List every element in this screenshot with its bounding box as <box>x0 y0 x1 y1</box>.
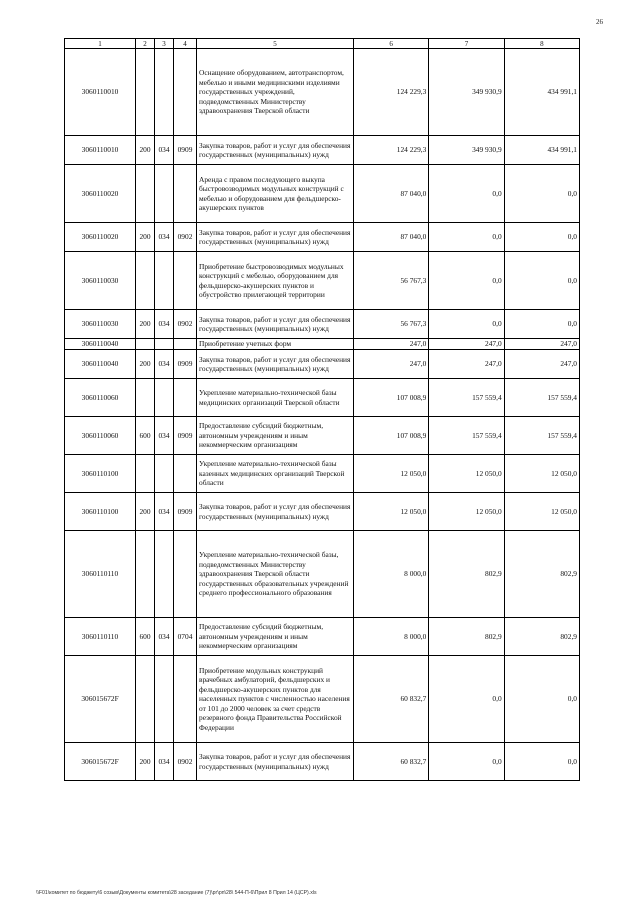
column-header: 8 <box>504 39 579 49</box>
row-section-code: 0909 <box>174 350 197 379</box>
row-value-6: 12 050,0 <box>354 493 429 531</box>
row-value-7: 247,0 <box>429 339 504 350</box>
row-code: 3060110110 <box>65 531 136 618</box>
row-ministry-code <box>155 455 174 493</box>
row-ministry-code: 034 <box>155 493 174 531</box>
row-code: 3060110110 <box>65 618 136 656</box>
row-section-code <box>174 339 197 350</box>
row-value-6: 56 767,3 <box>354 252 429 310</box>
row-code: 3060110100 <box>65 455 136 493</box>
column-header: 4 <box>174 39 197 49</box>
row-code: 3060110010 <box>65 136 136 165</box>
table-row <box>65 618 580 656</box>
row-section-code <box>174 656 197 743</box>
table-row <box>65 379 580 417</box>
row-value-8: 0,0 <box>504 223 579 252</box>
row-value-7: 0,0 <box>429 656 504 743</box>
row-value-7: 802,9 <box>429 531 504 618</box>
row-code: 3060110040 <box>65 350 136 379</box>
page-number: 26 <box>596 18 603 26</box>
table-row <box>65 417 580 455</box>
row-section-code: 0909 <box>174 136 197 165</box>
column-header: 3 <box>155 39 174 49</box>
column-header: 7 <box>429 39 504 49</box>
row-ministry-code <box>155 49 174 136</box>
row-code: 3060110100 <box>65 493 136 531</box>
row-value-7: 802,9 <box>429 618 504 656</box>
row-section-code <box>174 252 197 310</box>
row-section-code: 0704 <box>174 618 197 656</box>
row-expense-type <box>136 531 155 618</box>
row-value-8: 0,0 <box>504 252 579 310</box>
row-value-7: 349 930,9 <box>429 136 504 165</box>
table-row <box>65 339 580 350</box>
row-name: Аренда с правом последующего выкупа быстровозводимых модульных конструкций с мебелью и оборудованием для фельдшерско-акушерских пунктов <box>197 165 354 223</box>
row-section-code <box>174 531 197 618</box>
row-value-6: 124 229,3 <box>354 136 429 165</box>
row-value-7: 0,0 <box>429 252 504 310</box>
table-row <box>65 136 580 165</box>
row-value-6: 247,0 <box>354 339 429 350</box>
row-name: Укрепление материально-технической базы казенных медицинских организаций Тверской области <box>197 455 354 493</box>
column-header: 6 <box>354 39 429 49</box>
row-expense-type <box>136 49 155 136</box>
row-section-code <box>174 49 197 136</box>
row-value-7: 247,0 <box>429 350 504 379</box>
row-ministry-code <box>155 531 174 618</box>
row-ministry-code <box>155 165 174 223</box>
table-row <box>65 455 580 493</box>
row-value-8: 12 050,0 <box>504 455 579 493</box>
row-ministry-code: 034 <box>155 310 174 339</box>
row-value-8: 0,0 <box>504 165 579 223</box>
row-code: 3060110020 <box>65 223 136 252</box>
row-name: Закупка товаров, работ и услуг для обеспечения государственных (муниципальных) нужд <box>197 136 354 165</box>
row-name: Предоставление субсидий бюджетным, автономным учреждениям и иным некоммерческим организациям <box>197 417 354 455</box>
row-value-6: 124 229,3 <box>354 49 429 136</box>
row-expense-type <box>136 252 155 310</box>
footer-file-path: \\F01\комитет по бюджету\6 созыв\Документы комитета\28 заседание (7)\рг\рп\28\ 544-П-6\Прил 8 Прил 14 (ЦСР).xls <box>36 890 317 896</box>
row-value-8: 157 559,4 <box>504 417 579 455</box>
row-ministry-code <box>155 339 174 350</box>
row-code: 3060110040 <box>65 339 136 350</box>
row-value-6: 56 767,3 <box>354 310 429 339</box>
row-value-8: 0,0 <box>504 743 579 781</box>
row-ministry-code: 034 <box>155 618 174 656</box>
row-ministry-code <box>155 252 174 310</box>
row-section-code: 0909 <box>174 417 197 455</box>
row-value-8: 434 991,1 <box>504 136 579 165</box>
column-header: 5 <box>197 39 354 49</box>
row-value-6: 8 000,0 <box>354 618 429 656</box>
row-expense-type <box>136 165 155 223</box>
table-row <box>65 350 580 379</box>
row-value-8: 0,0 <box>504 310 579 339</box>
row-code: 306015672F <box>65 743 136 781</box>
table-header-row <box>65 39 580 49</box>
row-value-6: 8 000,0 <box>354 531 429 618</box>
table-row <box>65 493 580 531</box>
table-body <box>65 49 580 781</box>
row-value-6: 107 008,9 <box>354 417 429 455</box>
row-value-7: 12 050,0 <box>429 455 504 493</box>
row-code: 3060110020 <box>65 165 136 223</box>
row-value-8: 802,9 <box>504 618 579 656</box>
row-expense-type <box>136 656 155 743</box>
row-value-7: 157 559,4 <box>429 417 504 455</box>
row-value-8: 247,0 <box>504 350 579 379</box>
table-row <box>65 223 580 252</box>
row-ministry-code: 034 <box>155 223 174 252</box>
table-row <box>65 656 580 743</box>
table-row <box>65 531 580 618</box>
row-expense-type: 600 <box>136 618 155 656</box>
row-section-code <box>174 455 197 493</box>
row-code: 3060110010 <box>65 49 136 136</box>
row-name: Закупка товаров, работ и услуг для обеспечения государственных (муниципальных) нужд <box>197 310 354 339</box>
row-value-6: 12 050,0 <box>354 455 429 493</box>
row-code: 3060110060 <box>65 379 136 417</box>
row-value-7: 0,0 <box>429 165 504 223</box>
row-expense-type: 200 <box>136 350 155 379</box>
row-section-code: 0909 <box>174 493 197 531</box>
row-name: Закупка товаров, работ и услуг для обеспечения государственных (муниципальных) нужд <box>197 743 354 781</box>
row-code: 3060110060 <box>65 417 136 455</box>
row-expense-type <box>136 379 155 417</box>
row-expense-type: 200 <box>136 223 155 252</box>
row-value-7: 12 050,0 <box>429 493 504 531</box>
row-value-6: 87 040,0 <box>354 165 429 223</box>
row-value-6: 247,0 <box>354 350 429 379</box>
row-value-8: 247,0 <box>504 339 579 350</box>
row-name: Укрепление материально-технической базы, подведомственных Министерству здравоохранения Тверской области государственных образовательных учреждений среднего профессионального образования <box>197 531 354 618</box>
table-row <box>65 49 580 136</box>
row-expense-type: 200 <box>136 493 155 531</box>
row-value-7: 0,0 <box>429 743 504 781</box>
table-row <box>65 743 580 781</box>
row-expense-type: 200 <box>136 310 155 339</box>
row-value-8: 802,9 <box>504 531 579 618</box>
row-ministry-code: 034 <box>155 743 174 781</box>
row-name: Закупка товаров, работ и услуг для обеспечения государственных (муниципальных) нужд <box>197 350 354 379</box>
row-name: Приобретение быстровозводимых модульных конструкций с мебелью, оборудованием для фельдшерско-акушерских пунктов и обустройство прилегающей территории <box>197 252 354 310</box>
row-value-7: 349 930,9 <box>429 49 504 136</box>
row-value-6: 60 832,7 <box>354 656 429 743</box>
row-code: 306015672F <box>65 656 136 743</box>
row-value-7: 157 559,4 <box>429 379 504 417</box>
column-header: 2 <box>136 39 155 49</box>
table-row <box>65 252 580 310</box>
row-value-8: 12 050,0 <box>504 493 579 531</box>
row-section-code <box>174 165 197 223</box>
row-value-8: 434 991,1 <box>504 49 579 136</box>
row-name: Укрепление материально-технической базы медицинских организаций Тверской области <box>197 379 354 417</box>
row-value-8: 0,0 <box>504 656 579 743</box>
row-value-7: 0,0 <box>429 223 504 252</box>
row-expense-type: 200 <box>136 136 155 165</box>
row-value-8: 157 559,4 <box>504 379 579 417</box>
row-value-6: 87 040,0 <box>354 223 429 252</box>
row-section-code <box>174 379 197 417</box>
row-code: 3060110030 <box>65 252 136 310</box>
row-expense-type <box>136 339 155 350</box>
row-value-7: 0,0 <box>429 310 504 339</box>
table-row <box>65 310 580 339</box>
row-ministry-code: 034 <box>155 417 174 455</box>
row-name: Предоставление субсидий бюджетным, автономным учреждениям и иным некоммерческим организациям <box>197 618 354 656</box>
row-value-6: 60 832,7 <box>354 743 429 781</box>
row-ministry-code <box>155 656 174 743</box>
row-name: Закупка товаров, работ и услуг для обеспечения государственных (муниципальных) нужд <box>197 223 354 252</box>
row-expense-type: 200 <box>136 743 155 781</box>
row-code: 3060110030 <box>65 310 136 339</box>
column-header: 1 <box>65 39 136 49</box>
row-section-code: 0902 <box>174 310 197 339</box>
row-name: Приобретение модульных конструкций врачебных амбулаторий, фельдшерских и фельдшерско-акушерских пунктов для населенных пунктов с численностью населения от 101 до 2000 человек за счет средств резервного фонда Правительства Российской Федерации <box>197 656 354 743</box>
table-row <box>65 165 580 223</box>
row-ministry-code: 034 <box>155 350 174 379</box>
row-expense-type: 600 <box>136 417 155 455</box>
row-section-code: 0902 <box>174 223 197 252</box>
row-value-6: 107 008,9 <box>354 379 429 417</box>
row-ministry-code <box>155 379 174 417</box>
row-name: Закупка товаров, работ и услуг для обеспечения государственных (муниципальных) нужд <box>197 493 354 531</box>
row-section-code: 0902 <box>174 743 197 781</box>
row-expense-type <box>136 455 155 493</box>
row-name: Приобретение учетных форм <box>197 339 354 350</box>
row-name: Оснащение оборудованием, автотранспортом, мебелью и иными медицинскими изделиями государственных учреждений, подведомственных Министерству здравоохранения Тверской области <box>197 49 354 136</box>
budget-table <box>64 38 580 781</box>
row-ministry-code: 034 <box>155 136 174 165</box>
